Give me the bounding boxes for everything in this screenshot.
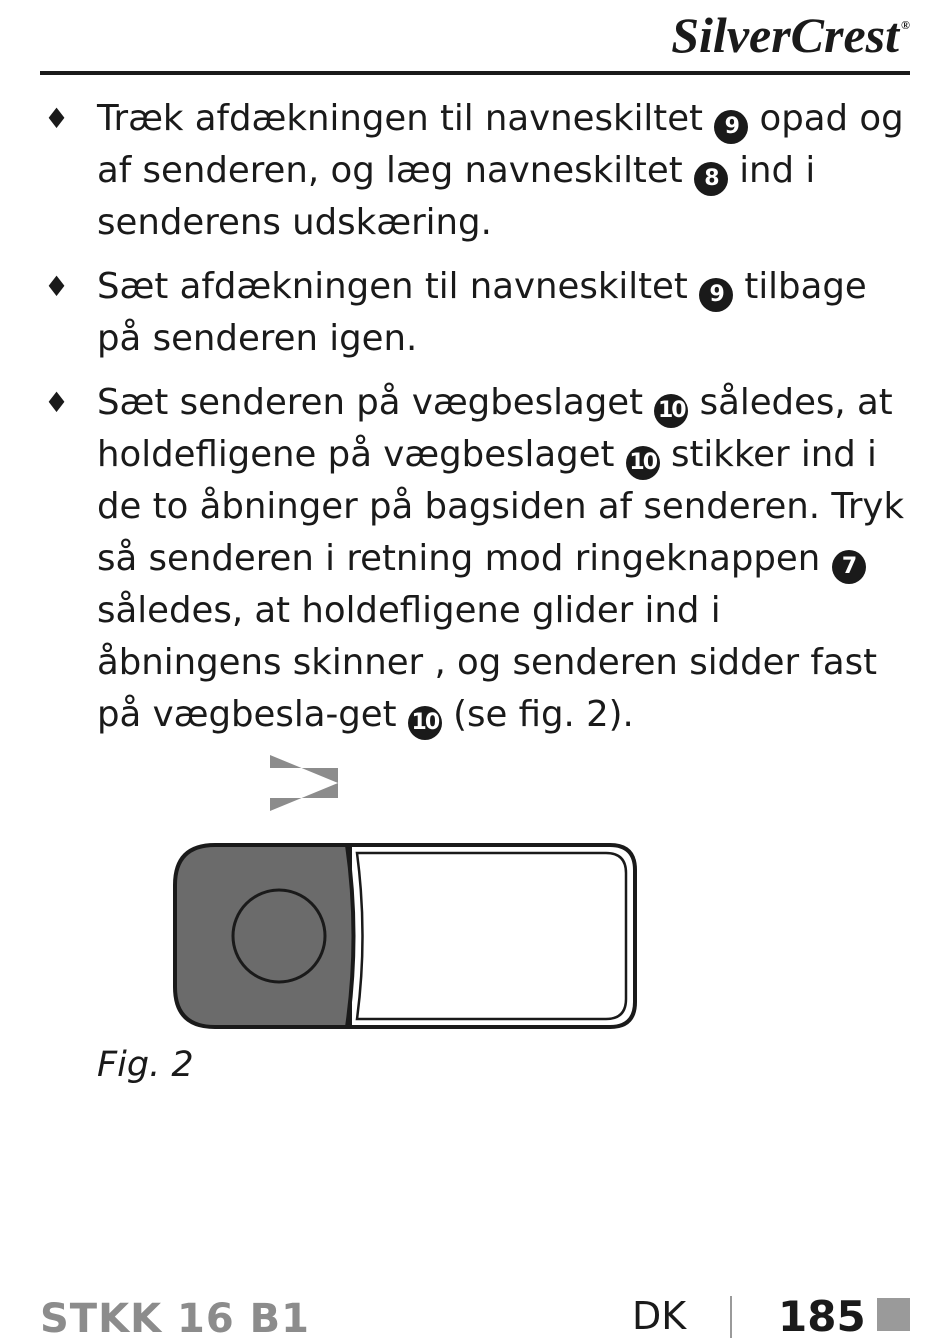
part-reference-number: 10	[408, 706, 442, 740]
bullet-diamond-icon: ♦	[44, 102, 70, 135]
instruction-text: stikker ind i de to åbninger på bagsiden af senderen. Tryk så senderen i retning mod ringeknappen	[97, 434, 905, 579]
transmitter-illustration	[160, 750, 660, 1050]
brand-logo-text: SilverCrest	[671, 7, 900, 63]
brand-logo	[671, 6, 910, 64]
header-rule	[40, 71, 910, 75]
ring-button	[233, 890, 325, 982]
bullet-diamond-icon: ♦	[44, 270, 70, 303]
instruction-text: således, at holdefligene på vægbeslaget	[97, 382, 893, 475]
part-reference-number: 8	[694, 162, 728, 196]
part-reference-number: 9	[699, 278, 733, 312]
instruction-text: Træk afdækningen til navneskiltet	[97, 98, 715, 139]
figure-caption: Fig. 2	[97, 1045, 194, 1085]
part-reference-number: 7	[832, 550, 866, 584]
instruction-text: tilbage på senderen igen.	[97, 266, 867, 359]
instruction-list	[40, 93, 910, 753]
instruction-item	[40, 377, 910, 741]
footer-language-code: DK	[632, 1294, 687, 1338]
instruction-text: Sæt afdækningen til navneskiltet	[97, 266, 700, 307]
registered-mark: ®	[901, 18, 910, 32]
transmitter-body	[175, 845, 635, 1027]
part-reference-number: 10	[654, 394, 688, 428]
instruction-item	[40, 93, 910, 249]
bullet-diamond-icon: ♦	[44, 386, 70, 419]
instruction-text: således, at holdefligene glider ind i åbningens skinner , og senderen sidder fast på vægbesla-get	[97, 590, 878, 735]
footer-square-mark	[877, 1298, 910, 1331]
part-reference-number: 10	[626, 446, 660, 480]
instruction-text: ind i senderens udskæring.	[97, 150, 816, 243]
figure-2	[160, 750, 660, 1050]
part-reference-number: 9	[714, 110, 748, 144]
footer-model-number: STKK 16 B1	[40, 1296, 310, 1342]
direction-arrow-icon	[270, 755, 338, 811]
footer-page-number: 185	[778, 1292, 866, 1341]
instruction-text: Sæt senderen på vægbeslaget	[97, 382, 655, 423]
instruction-text: (se fig. 2).	[441, 694, 634, 735]
instruction-text: opad og af senderen, og læg navneskiltet	[97, 98, 904, 191]
instruction-item	[40, 261, 910, 365]
footer-divider	[730, 1296, 732, 1338]
